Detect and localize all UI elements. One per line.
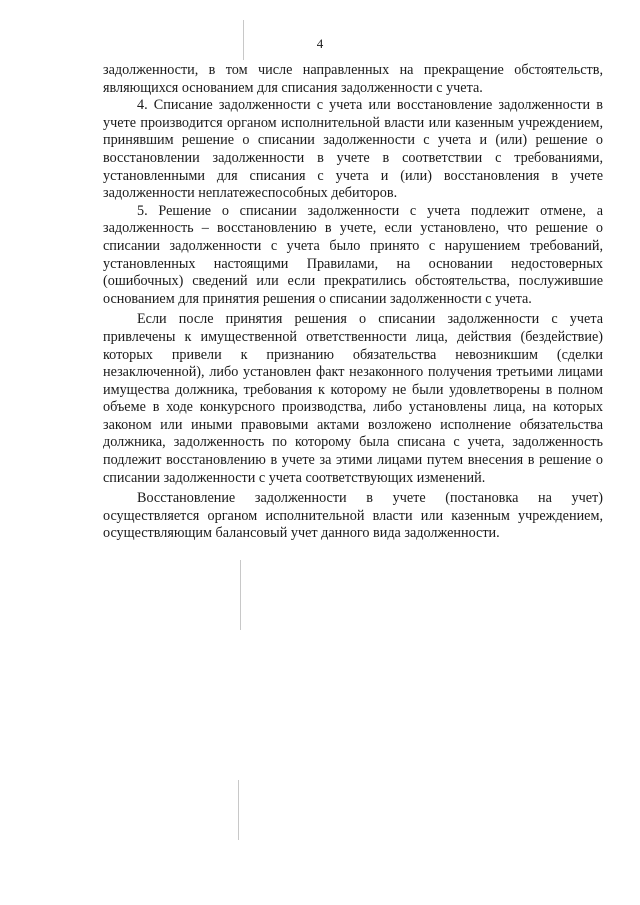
page-number: 4 <box>316 36 324 51</box>
paragraph-continuation: задолженности, в том числе направленных на прекращение обстоятельств, являющихся основанием для списания задолженности с учета. <box>103 62 603 96</box>
paragraph-clause-5: 5. Решение о списании задолженности с учета подлежит отмене, а задолженность – восстановлению в учете, если установлено, что решение о списании задолженности с учета было принято с нарушением требований, установленных настоящими Правилами, на основании недостоверных (ошибочных) сведений или если прекратились обстоятельства, послужившие основанием для принятия решения о списании задолженности с учета. <box>103 202 603 307</box>
scan-mark-top <box>243 20 244 60</box>
scan-mark-middle <box>240 560 241 630</box>
scan-mark-bottom <box>238 780 239 840</box>
document-body <box>103 62 603 543</box>
paragraph-clause-5-restoration: Восстановление задолженности в учете (постановка на учет) осуществляется органом исполнительной власти или казенным учреждением, осуществляющим балансовый учет данного вида задолженности. <box>103 490 603 542</box>
paragraph-clause-4: 4. Списание задолженности с учета или восстановление задолженности в учете производится органом исполнительной власти или казенным учреждением, принявшим решение о списании задолженности с учета и (или) решение о восстановлении задолженности в учете в соответствии с требованиями, установленными для списания с учета и (или) восстановления в учете задолженности неплатежеспособных дебиторов. <box>103 97 603 202</box>
paragraph-clause-5-liability: Если после принятия решения о списании задолженности с учета привлечены к имущественной ответственности лица, действия (бездействие) которых привели к признанию обязательства невозникшим (сделки незаключенной), либо установлен факт незаконного получения третьими лицами имущества должника, требования к которому не были удовлетворены в полном объеме в ходе конкурсного производства, либо установлены лица, на которых законом или иными правовыми актами возложено исполнение обязательства должника, задолженность по которому была списана с учета, задолженность подлежит восстановлению в учете за этими лицами путем внесения в решение о списании задолженности с учета соответствующих изменений. <box>103 311 603 486</box>
